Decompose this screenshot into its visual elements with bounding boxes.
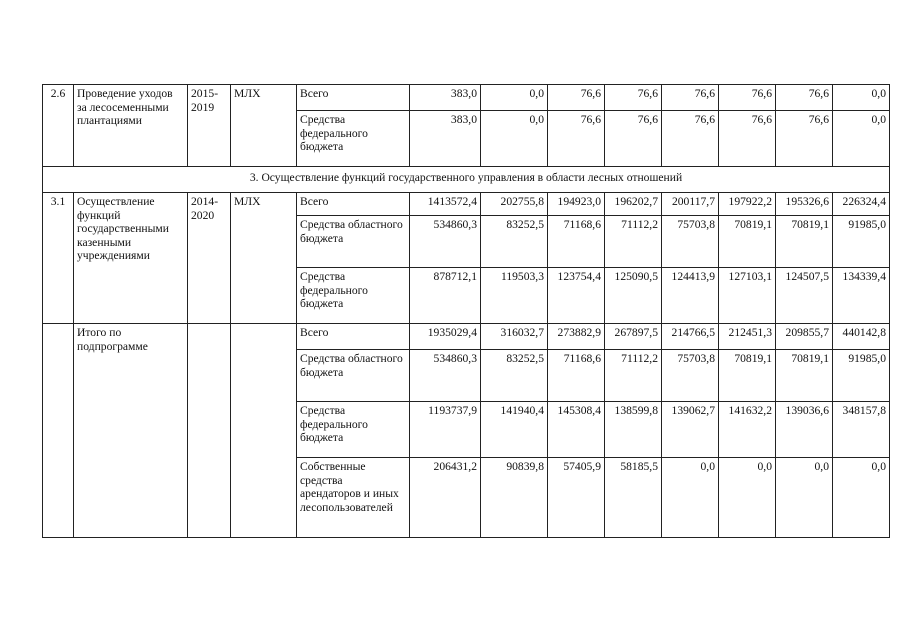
value-year: 202755,8 bbox=[481, 193, 548, 216]
funding-source: Средства областного бюджета bbox=[297, 350, 410, 402]
funding-source: Средства областного бюджета bbox=[297, 216, 410, 268]
funding-source: Средства федерального бюджета bbox=[297, 402, 410, 458]
value-year: 58185,5 bbox=[605, 458, 662, 538]
value-year: 0,0 bbox=[833, 85, 890, 111]
value-year: 0,0 bbox=[719, 458, 776, 538]
value-year: 76,6 bbox=[662, 111, 719, 167]
value-year: 75703,8 bbox=[662, 216, 719, 268]
value-year: 83252,5 bbox=[481, 350, 548, 402]
funding-source: Средства федерального бюджета bbox=[297, 111, 410, 167]
value-year: 75703,8 bbox=[662, 350, 719, 402]
funding-source: Всего bbox=[297, 324, 410, 350]
value-year: 200117,7 bbox=[662, 193, 719, 216]
value-year: 76,6 bbox=[776, 85, 833, 111]
value-total: 383,0 bbox=[410, 111, 481, 167]
value-total: 534860,3 bbox=[410, 350, 481, 402]
value-year: 71112,2 bbox=[605, 350, 662, 402]
value-year: 195326,6 bbox=[776, 193, 833, 216]
activity-name: Осуществление функций государственными казенными учреждениями bbox=[74, 193, 188, 324]
funding-source: Всего bbox=[297, 85, 410, 111]
period: 2014- 2020 bbox=[188, 193, 231, 324]
value-year: 0,0 bbox=[833, 458, 890, 538]
value-year: 91985,0 bbox=[833, 216, 890, 268]
funding-source: Всего bbox=[297, 193, 410, 216]
section-title: 3. Осуществление функций государственного управления в области лесных отношений bbox=[43, 167, 890, 193]
value-year: 0,0 bbox=[481, 85, 548, 111]
row-number: 2.6 bbox=[43, 85, 74, 167]
value-year: 125090,5 bbox=[605, 268, 662, 324]
value-year: 76,6 bbox=[605, 111, 662, 167]
value-year: 0,0 bbox=[833, 111, 890, 167]
value-year: 127103,1 bbox=[719, 268, 776, 324]
value-year: 138599,8 bbox=[605, 402, 662, 458]
value-year: 57405,9 bbox=[548, 458, 605, 538]
value-total: 383,0 bbox=[410, 85, 481, 111]
period: 2015- 2019 bbox=[188, 85, 231, 167]
funding-source: Собственные средства арендаторов и иных лесопользователей bbox=[297, 458, 410, 538]
value-year: 141632,2 bbox=[719, 402, 776, 458]
value-year: 212451,3 bbox=[719, 324, 776, 350]
value-year: 71168,6 bbox=[548, 216, 605, 268]
value-year: 76,6 bbox=[548, 111, 605, 167]
value-year: 90839,8 bbox=[481, 458, 548, 538]
value-year: 123754,4 bbox=[548, 268, 605, 324]
value-year: 0,0 bbox=[776, 458, 833, 538]
value-year: 141940,4 bbox=[481, 402, 548, 458]
activity-name: Проведение уходов за лесосеменными плантациями bbox=[74, 85, 188, 167]
table-row bbox=[43, 324, 890, 350]
value-year: 316032,7 bbox=[481, 324, 548, 350]
value-year: 348157,8 bbox=[833, 402, 890, 458]
table-row bbox=[43, 85, 890, 111]
value-year: 83252,5 bbox=[481, 216, 548, 268]
value-year: 70819,1 bbox=[776, 216, 833, 268]
value-year: 76,6 bbox=[719, 111, 776, 167]
value-year: 134339,4 bbox=[833, 268, 890, 324]
row-number: 3.1 bbox=[43, 193, 74, 324]
value-total: 1193737,9 bbox=[410, 402, 481, 458]
executor: МЛХ bbox=[231, 193, 297, 324]
section-row bbox=[43, 167, 890, 193]
table-row bbox=[43, 193, 890, 216]
value-year: 76,6 bbox=[548, 85, 605, 111]
value-year: 194923,0 bbox=[548, 193, 605, 216]
value-year: 124413,9 bbox=[662, 268, 719, 324]
value-year: 139036,6 bbox=[776, 402, 833, 458]
value-year: 273882,9 bbox=[548, 324, 605, 350]
value-year: 124507,5 bbox=[776, 268, 833, 324]
value-year: 197922,2 bbox=[719, 193, 776, 216]
value-year: 76,6 bbox=[662, 85, 719, 111]
value-year: 226324,4 bbox=[833, 193, 890, 216]
value-total: 1935029,4 bbox=[410, 324, 481, 350]
value-year: 209855,7 bbox=[776, 324, 833, 350]
row-number-empty bbox=[43, 324, 74, 538]
value-year: 119503,3 bbox=[481, 268, 548, 324]
value-year: 70819,1 bbox=[719, 216, 776, 268]
executor: МЛХ bbox=[231, 85, 297, 167]
executor-empty bbox=[231, 324, 297, 538]
value-year: 70819,1 bbox=[776, 350, 833, 402]
value-year: 214766,5 bbox=[662, 324, 719, 350]
period-empty bbox=[188, 324, 231, 538]
value-year: 0,0 bbox=[662, 458, 719, 538]
value-year: 0,0 bbox=[481, 111, 548, 167]
value-year: 70819,1 bbox=[719, 350, 776, 402]
value-total: 878712,1 bbox=[410, 268, 481, 324]
total-name: Итого по подпрограмме bbox=[74, 324, 188, 538]
value-year: 76,6 bbox=[719, 85, 776, 111]
value-year: 267897,5 bbox=[605, 324, 662, 350]
value-total: 1413572,4 bbox=[410, 193, 481, 216]
value-year: 76,6 bbox=[776, 111, 833, 167]
value-year: 440142,8 bbox=[833, 324, 890, 350]
value-year: 196202,7 bbox=[605, 193, 662, 216]
value-year: 91985,0 bbox=[833, 350, 890, 402]
budget-table bbox=[42, 84, 890, 538]
value-year: 71168,6 bbox=[548, 350, 605, 402]
value-total: 534860,3 bbox=[410, 216, 481, 268]
value-year: 139062,7 bbox=[662, 402, 719, 458]
value-total: 206431,2 bbox=[410, 458, 481, 538]
value-year: 71112,2 bbox=[605, 216, 662, 268]
value-year: 76,6 bbox=[605, 85, 662, 111]
value-year: 145308,4 bbox=[548, 402, 605, 458]
funding-source: Средства федерального бюджета bbox=[297, 268, 410, 324]
